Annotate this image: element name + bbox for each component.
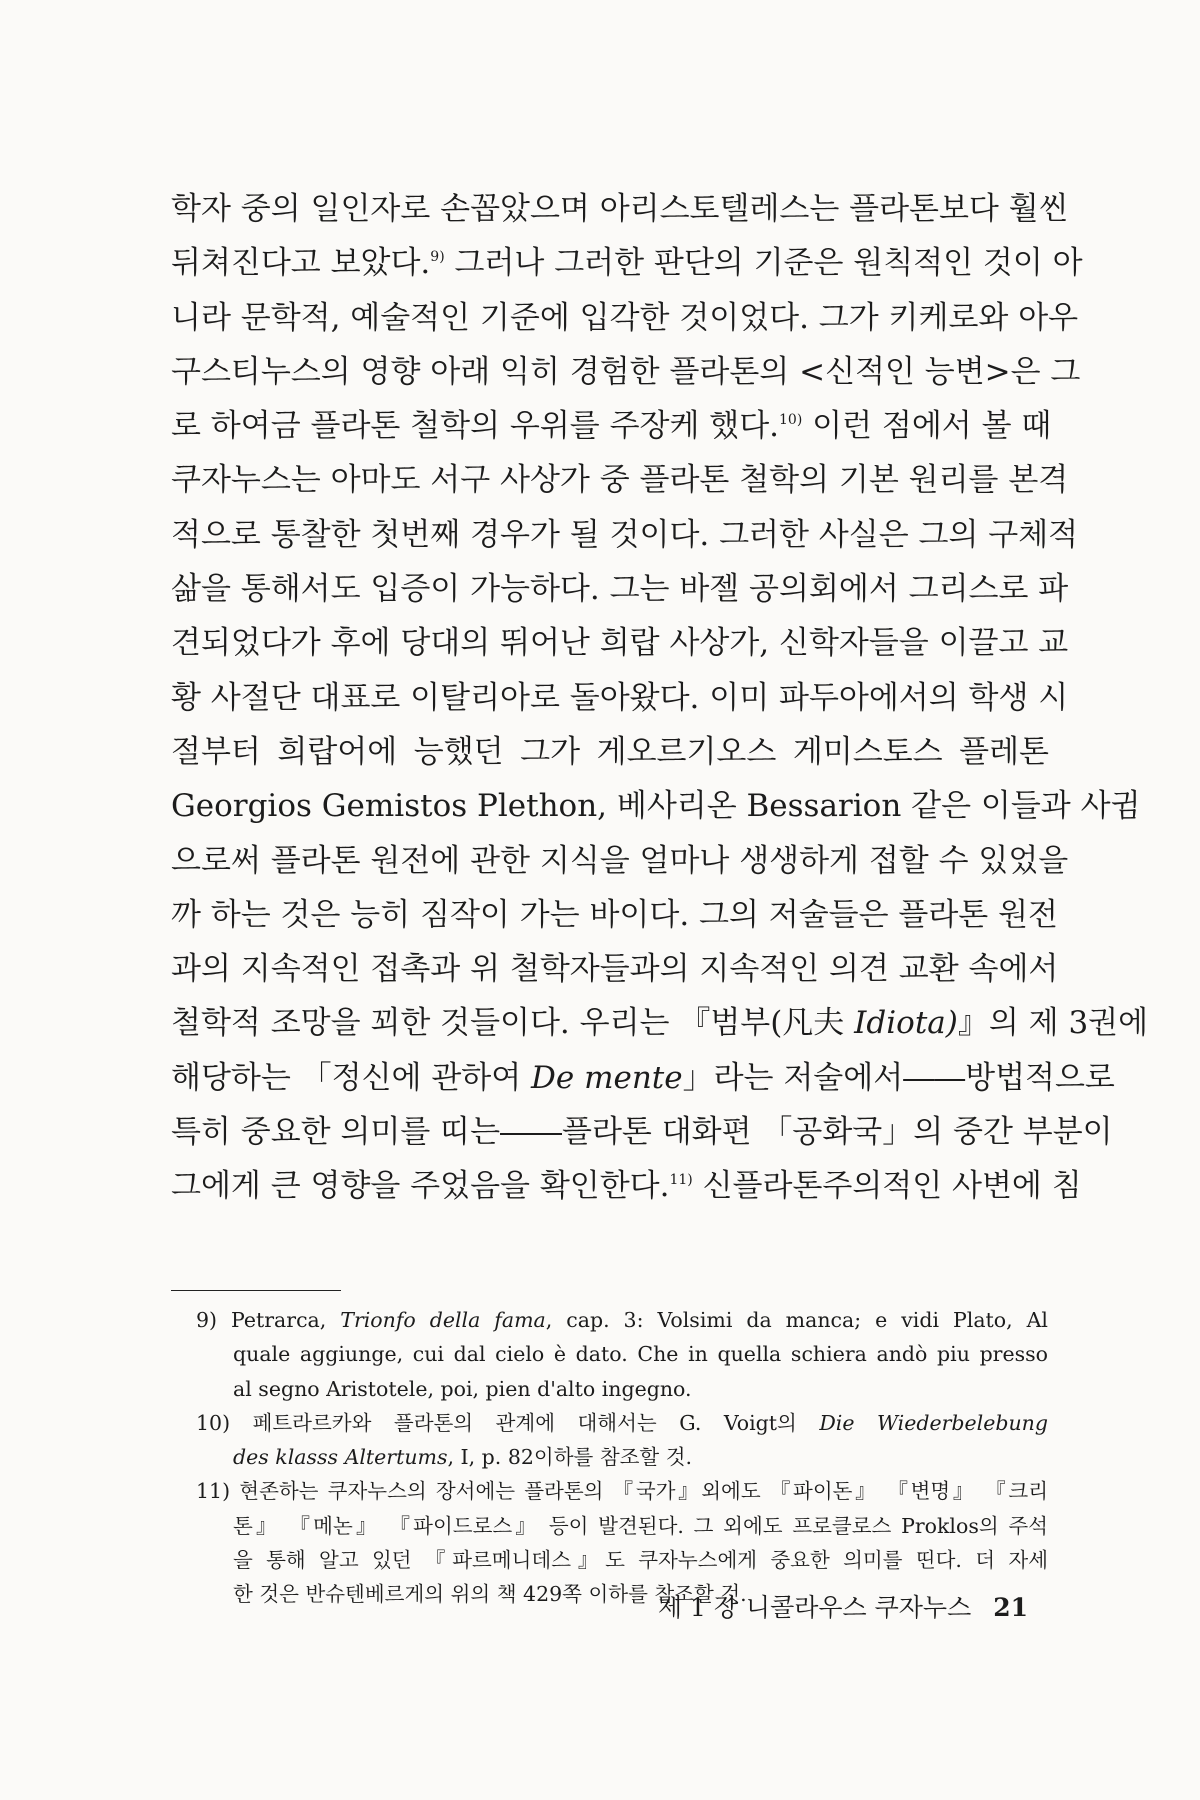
text-run: 니라 문학적, 예술적인 기준에 입각한 것이었다. 그가 키케로와 아우 [171, 299, 1079, 336]
text-run: quale aggiunge, cui dal cielo è dato. Che in quella schiera andò piu presso [233, 1342, 1048, 1367]
text-run: 톤』 『메논』 『파이드로스』 등이 발견된다. 그 외에도 프로클로스 Proklos의 주석 [233, 1513, 1048, 1538]
body-line [171, 182, 1069, 236]
footnotes [196, 1303, 1048, 1612]
footnote-line [196, 1543, 1048, 1577]
text-run: Georgios Gemistos Plethon, 베사리온 Bessarion 같은 이들과 사귐 [171, 788, 1141, 825]
body-line [171, 236, 1083, 290]
body-line [171, 1159, 1082, 1213]
body-text [171, 182, 1149, 1214]
text-run: 절부터 희랍어에 능했던 그가 게오르기오스 게미스토스 플레톤 [171, 733, 1049, 770]
italic-text: De mente [531, 1059, 683, 1096]
footnote-line [196, 1440, 1048, 1474]
body-line [171, 942, 1059, 996]
text-run: 로 하여금 플라톤 철학의 우위를 주장케 했다. [171, 408, 780, 445]
body-line [171, 508, 1079, 562]
text-run: 」라는 저술에서――방법적으로 [682, 1059, 1115, 1096]
text-run: 을 통해 알고 있던 『파르메니데스』도 쿠자누스에게 중요한 의미를 띤다. 더 자세 [233, 1548, 1048, 1573]
footnote-separator [171, 1290, 341, 1291]
body-line [171, 671, 1069, 725]
text-run: 그러나 그러한 판단의 기준은 원칙적인 것이 아 [444, 245, 1083, 282]
italic-text: Die Wiederbelebung [819, 1410, 1049, 1435]
running-footer [658, 1588, 1028, 1624]
text-run: 견되었다가 후에 당대의 뛰어난 희랍 사상가, 신학자들을 이끌고 교 [171, 625, 1069, 662]
body-line [171, 399, 1052, 453]
body-line [171, 616, 1069, 670]
text-run: 10) 페트라르카와 플라톤의 관계에 대해서는 G. Voigt의 [196, 1410, 820, 1435]
body-line [171, 725, 1049, 779]
footnote-line [196, 1406, 1048, 1440]
body-line [171, 1051, 1115, 1105]
footer-chapter-title: 제 1 장 니콜라우스 쿠자누스 [657, 1593, 972, 1622]
body-line [171, 834, 1069, 888]
text-run: 9) Petrarca, [196, 1308, 341, 1332]
text-run: 신플라톤주의적인 사변에 침 [692, 1168, 1082, 1205]
body-line [171, 996, 1149, 1050]
text-run: al segno Aristotele, poi, pien d'alto ingegno. [233, 1376, 692, 1401]
text-run: 으로써 플라톤 원전에 관한 지식을 얼마나 생생하게 접할 수 있었을 [171, 842, 1069, 879]
page-number: 21 [993, 1593, 1028, 1622]
text-run: 해당하는 「정신에 관하여 [171, 1059, 532, 1096]
italic-text: Idiota) [854, 1005, 958, 1042]
text-run: 한 것은 반슈텐베르게의 위의 책 429쪽 이하를 참조할 것. [233, 1582, 747, 1607]
body-line [171, 888, 1058, 942]
body-line [171, 562, 1069, 616]
body-line [171, 453, 1069, 507]
text-run: 철학적 조망을 꾀한 것들이다. 우리는 『범부(凡夫 [171, 1005, 855, 1042]
footnote-line [196, 1337, 1048, 1371]
footnote-line [196, 1372, 1048, 1406]
text-run: 특히 중요한 의미를 띠는――플라톤 대화편 「공화국」의 중간 부분이 [171, 1114, 1113, 1151]
text-run: , cap. 3: Volsimi da manca; e vidi Plato, Al [545, 1308, 1048, 1332]
body-line [171, 345, 1081, 399]
italic-text: Trionfo della fama [340, 1308, 546, 1332]
text-run: 적으로 통찰한 첫번째 경우가 될 것이다. 그러한 사실은 그의 구체적 [171, 516, 1079, 553]
body-line [171, 779, 1141, 833]
text-run: 과의 지속적인 접촉과 위 철학자들과의 지속적인 의견 교환 속에서 [171, 951, 1059, 988]
text-run: 쿠자누스는 아마도 서구 사상가 중 플라톤 철학의 기본 원리를 본격 [171, 462, 1069, 499]
footnote-ref: 11) [669, 1172, 693, 1189]
text-run: 그에게 큰 영향을 주었음을 확인한다. [171, 1168, 670, 1205]
text-run: 구스티누스의 영향 아래 익히 경험한 플라톤의 <신적인 능변>은 그 [171, 353, 1081, 390]
text-run: 삶을 통해서도 입증이 가능하다. 그는 바젤 공의회에서 그리스로 파 [171, 571, 1069, 608]
text-run: 뒤쳐진다고 보았다. [171, 245, 431, 282]
text-run: 이런 점에서 볼 때 [802, 408, 1052, 445]
footnote [196, 1406, 1048, 1475]
footnote-ref: 10) [779, 412, 803, 429]
body-line [171, 291, 1079, 345]
text-run: 』의 제 3권에 [957, 1005, 1149, 1042]
italic-text: des klasss Altertums [233, 1445, 448, 1470]
text-run: 황 사절단 대표로 이탈리아로 돌아왔다. 이미 파두아에서의 학생 시 [171, 679, 1069, 716]
text-run: , I, p. 82이하를 참조할 것. [447, 1445, 693, 1470]
footnote [196, 1303, 1048, 1406]
footnote-ref: 9) [430, 249, 445, 266]
text-run: 학자 중의 일인자로 손꼽았으며 아리스토텔레스는 플라톤보다 훨씬 [171, 191, 1069, 227]
footnote-line [196, 1509, 1048, 1543]
footnote-line [196, 1474, 1048, 1508]
body-line [171, 1105, 1113, 1159]
text-run: 11) 현존하는 쿠자누스의 장서에는 플라톤의 『국가』외에도 『파이돈』 『변명』 『크리 [196, 1479, 1048, 1504]
footnote-line [196, 1303, 1048, 1337]
text-run: 까 하는 것은 능히 짐작이 가는 바이다. 그의 저술들은 플라톤 원전 [171, 896, 1058, 933]
